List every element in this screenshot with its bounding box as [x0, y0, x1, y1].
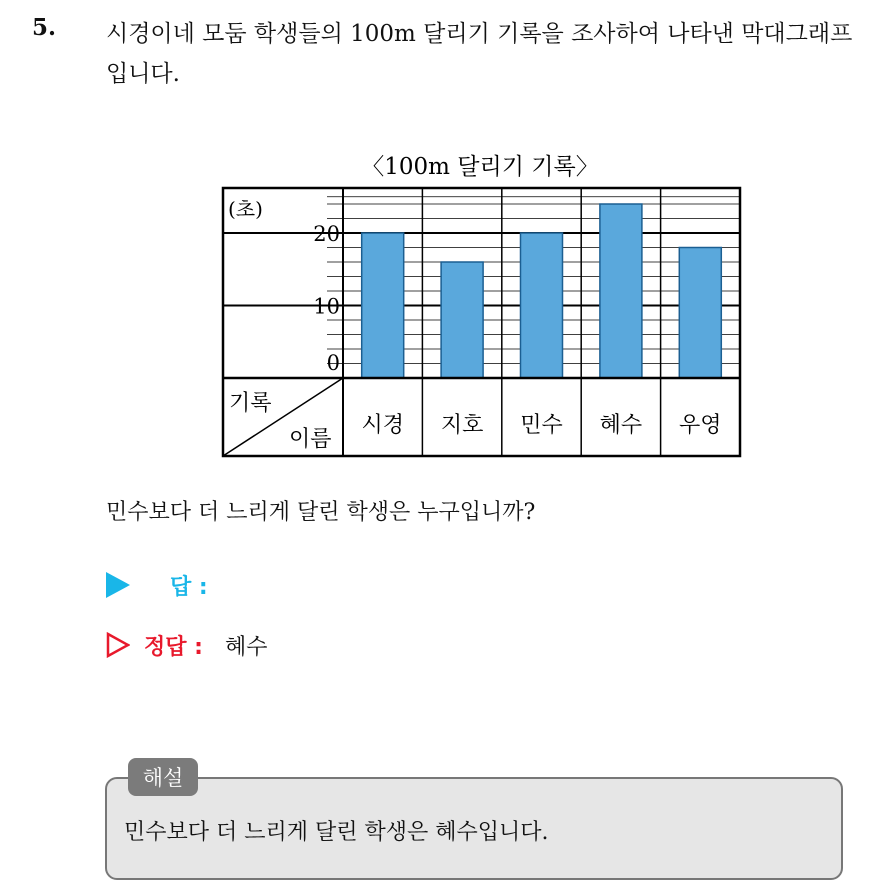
header-name-label: 이름	[289, 427, 332, 452]
outline-triangle-icon	[106, 632, 130, 658]
category-label: 민수	[520, 413, 563, 438]
explanation-tag: 해설	[128, 758, 198, 796]
question-text: 시경이네 모둠 학생들의 100m 달리기 기록을 조사하여 나타낸 막대그래프입니다.	[106, 21, 853, 87]
question-number: 5.	[32, 14, 57, 41]
y-tick-labels	[313, 222, 340, 375]
category-labels	[361, 413, 721, 438]
bar-우영	[679, 248, 721, 379]
answer-row	[106, 568, 208, 602]
header-record-label: 기록	[229, 391, 272, 416]
bar-시경	[362, 233, 404, 378]
bar-민수	[521, 233, 563, 378]
sub-question: 민수보다 더 느리게 달린 학생은 누구입니까?	[106, 500, 536, 525]
play-triangle-icon	[106, 572, 130, 598]
correct-answer-label: 정답 :	[144, 634, 203, 660]
y-tick-label: 20	[313, 222, 340, 246]
bar-혜수	[600, 204, 642, 378]
category-label: 혜수	[599, 413, 643, 438]
correct-answer-row	[106, 628, 267, 662]
answer-label: 답 :	[170, 574, 208, 600]
bar-지호	[441, 262, 483, 378]
y-tick-label: 0	[326, 351, 340, 375]
category-label: 우영	[679, 413, 722, 438]
category-label: 지호	[440, 413, 484, 438]
correct-answer-value: 혜수	[224, 634, 268, 660]
chart-title: 〈100m 달리기 기록〉	[361, 154, 599, 180]
explanation-text: 민수보다 더 느리게 달린 학생은 혜수입니다.	[124, 820, 549, 845]
y-tick-label: 10	[313, 294, 340, 319]
y-unit-label: (초)	[228, 197, 263, 221]
category-label: 시경	[361, 413, 404, 438]
